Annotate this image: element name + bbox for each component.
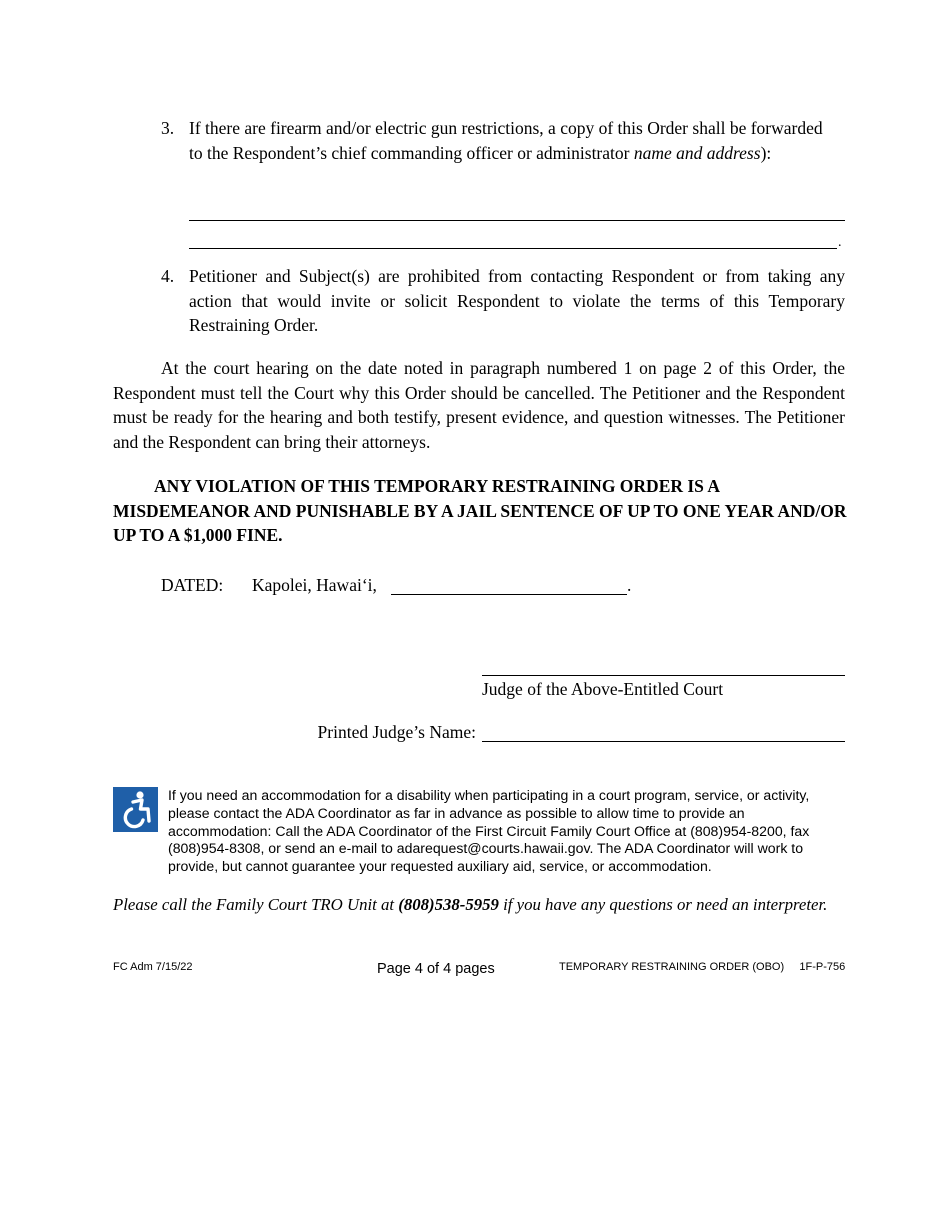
- footer-page-number: Page 4 of 4 pages: [377, 961, 495, 977]
- tro-contact-text: Please call the Family Court TRO Unit at: [113, 895, 399, 914]
- item-4-number: 4.: [161, 266, 175, 286]
- item-4-text: Petitioner and Subject(s) are prohibited from contacting Respondent or from taking any action that would invite or solicit Respondent to violate the terms of this Temporary Restraining Order.: [189, 266, 845, 335]
- printed-name-label: Printed Judge’s Name:: [317, 722, 476, 742]
- tro-contact-line: [113, 893, 827, 918]
- item-3-text: [189, 116, 839, 165]
- accessibility-icon: [113, 787, 158, 832]
- dated-period: .: [627, 575, 632, 595]
- address-line-2[interactable]: [189, 248, 837, 249]
- footer-form-title: TEMPORARY RESTRAINING ORDER (OBO) 1F-P-756: [559, 961, 846, 973]
- tro-phone[interactable]: (808)538-5959: [398, 895, 499, 914]
- tro-contact-end: if you have any questions or need an interpreter.: [498, 895, 828, 914]
- footer-form-id: FC Adm 7/15/22: [113, 961, 193, 973]
- dated-label: DATED:: [161, 575, 224, 595]
- date-signature-line[interactable]: [391, 594, 627, 595]
- dated-location: Kapolei, Hawai‘i,: [252, 575, 377, 595]
- address-line-1[interactable]: [189, 220, 845, 221]
- item-3-text-end: ):: [760, 142, 772, 163]
- judge-signature-line[interactable]: [482, 675, 845, 676]
- ada-notice: If you need an accommodation for a disability when participating in a court program, service, or activity, please contact the ADA Coordinator as far in advance as possible to allow time to provide an accommodation: Call the ADA Coordinator of the First Circuit Family Court Office at (808)954-8200, fax (808)954-8308, or send an e-mail to adarequest@courts.hawaii.gov. The ADA Coordinator will work to provide, but cannot guarantee your requested auxiliary aid, service, or accommodation.: [168, 787, 810, 875]
- address-line-period: .: [838, 235, 842, 250]
- item-3-text-main: If there are firearm and/or electric gun restrictions, a copy of this Order shall be forwarded to the Respondent’s chief commanding officer or administrator: [189, 118, 823, 163]
- hearing-paragraph: At the court hearing on the date noted in paragraph numbered 1 on page 2 of this Order, the Respondent must tell the Court why this Order should be cancelled. The Petitioner and the Respondent must be ready for the hearing and both testify, present evidence, and question witnesses. The Petitioner and the Respondent can bring their attorneys.: [113, 358, 845, 452]
- violation-warning: ANY VIOLATION OF THIS TEMPORARY RESTRAINING ORDER IS A MISDEMEANOR AND PUNISHABLE BY A JAIL SENTENCE OF UP TO ONE YEAR AND/OR UP TO A $1,000 FINE.: [113, 476, 847, 545]
- item-3-number: 3.: [161, 118, 175, 138]
- item-3-text-italic: name and address: [633, 142, 761, 163]
- judge-label: Judge of the Above-Entitled Court: [482, 679, 724, 699]
- printed-name-line[interactable]: [482, 741, 845, 742]
